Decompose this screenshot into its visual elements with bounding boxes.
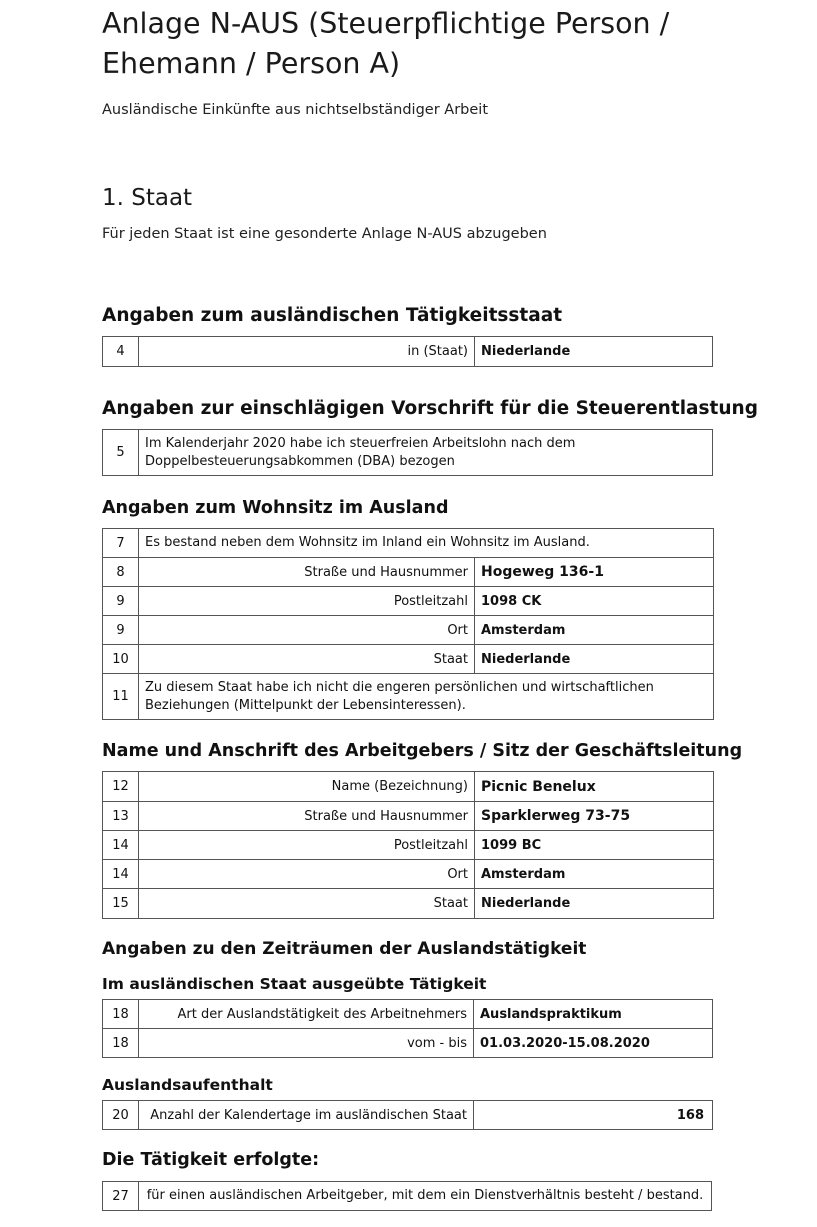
line-number: 8	[103, 558, 139, 587]
field-label: Postleitzahl	[139, 831, 475, 860]
field-value-plz[interactable]: 1098 CK	[475, 587, 714, 616]
table-row	[103, 558, 714, 587]
line-number: 18	[103, 1000, 139, 1029]
table-aufenthalt	[102, 1100, 713, 1130]
table-row	[103, 587, 714, 616]
section-title: 1. Staat	[102, 185, 193, 211]
table-row	[103, 1101, 713, 1130]
table-vorschrift	[102, 429, 713, 476]
line-number: 13	[103, 802, 139, 831]
table-row	[103, 529, 714, 558]
heading-wohnsitz: Angaben zum Wohnsitz im Ausland	[102, 498, 449, 518]
heading-zeitraeume: Angaben zu den Zeiträumen der Auslandstätigkeit	[102, 939, 587, 959]
table-row	[103, 831, 714, 860]
field-value-zeitraum[interactable]: 01.03.2020-15.08.2020	[474, 1029, 713, 1058]
table-taetigkeit	[102, 1181, 712, 1211]
statement-text: Zu diesem Staat habe ich nicht die engeren persönlichen und wirtschaftlichen Beziehungen (Mittelpunkt der Lebensinteressen).	[139, 674, 714, 720]
field-value-plz[interactable]: 1099 BC	[475, 831, 714, 860]
table-row	[103, 337, 713, 367]
table-row	[103, 802, 714, 831]
table-zeitraeume	[102, 999, 713, 1058]
field-value-staat[interactable]: Niederlande	[475, 645, 714, 674]
table-row	[103, 772, 714, 802]
subheading-auslandsaufenthalt: Auslandsaufenthalt	[102, 1076, 273, 1094]
table-row	[103, 860, 714, 889]
table-row	[103, 616, 714, 645]
field-label: Ort	[139, 860, 475, 889]
table-wohnsitz	[102, 528, 714, 720]
line-number: 10	[103, 645, 139, 674]
field-value-art[interactable]: Auslandspraktikum	[474, 1000, 713, 1029]
line-number: 20	[103, 1101, 139, 1130]
subheading-taetigkeit-ausland: Im ausländischen Staat ausgeübte Tätigkeit	[102, 975, 487, 993]
heading-arbeitgeber: Name und Anschrift des Arbeitgebers / Sitz der Geschäftsleitung	[102, 741, 743, 761]
line-number: 14	[103, 860, 139, 889]
line-number: 18	[103, 1029, 139, 1058]
heading-taetigkeitsstaat: Angaben zum ausländischen Tätigkeitsstaat	[102, 305, 563, 326]
field-label: Art der Auslandstätigkeit des Arbeitnehmers	[139, 1000, 474, 1029]
line-number: 12	[103, 772, 139, 802]
page-title: Anlage N-AUS (Steuerpflichtige Person / Ehemann / Person A)	[102, 7, 670, 80]
line-number: 11	[103, 674, 139, 720]
field-value-kalendertage[interactable]: 168	[474, 1101, 713, 1130]
table-row	[103, 1182, 712, 1211]
statement-text: Im Kalenderjahr 2020 habe ich steuerfreien Arbeitslohn nach dem Doppelbesteuerungsabkommen (DBA) bezogen	[139, 430, 713, 476]
field-value-ort[interactable]: Amsterdam	[475, 616, 714, 645]
line-number: 27	[103, 1182, 139, 1211]
field-label: Straße und Hausnummer	[139, 558, 475, 587]
field-label: Postleitzahl	[139, 587, 475, 616]
field-value-ort[interactable]: Amsterdam	[475, 860, 714, 889]
table-taetigkeitsstaat	[102, 336, 713, 367]
table-row	[103, 889, 714, 919]
line-number: 9	[103, 587, 139, 616]
field-value-staat[interactable]: Niederlande	[475, 889, 714, 919]
table-arbeitgeber	[102, 771, 714, 919]
field-label: Staat	[139, 889, 475, 919]
field-value-staat[interactable]: Niederlande	[475, 337, 713, 367]
field-value-strasse[interactable]: Sparklerweg 73-75	[475, 802, 714, 831]
statement-text: für einen ausländischen Arbeitgeber, mit dem ein Dienstverhältnis besteht / bestand.	[139, 1182, 712, 1211]
table-row	[103, 430, 713, 476]
table-row	[103, 1029, 713, 1058]
field-label: vom - bis	[139, 1029, 474, 1058]
table-row	[103, 674, 714, 720]
field-label: in (Staat)	[139, 337, 475, 367]
subheading-taetigkeit-erfolgte: Die Tätigkeit erfolgte:	[102, 1150, 320, 1170]
table-row	[103, 1000, 713, 1029]
field-label: Staat	[139, 645, 475, 674]
field-label: Anzahl der Kalendertage im ausländischen Staat	[139, 1101, 474, 1130]
field-value-name[interactable]: Picnic Benelux	[475, 772, 714, 802]
line-number: 5	[103, 430, 139, 476]
page-subtitle: Ausländische Einkünfte aus nichtselbständiger Arbeit	[102, 102, 488, 118]
statement-text: Es bestand neben dem Wohnsitz im Inland ein Wohnsitz im Ausland.	[139, 529, 714, 558]
heading-vorschrift: Angaben zur einschlägigen Vorschrift für die Steuerentlastung	[102, 398, 758, 419]
table-row	[103, 645, 714, 674]
line-number: 15	[103, 889, 139, 919]
field-label: Name (Bezeichnung)	[139, 772, 475, 802]
field-label: Straße und Hausnummer	[139, 802, 475, 831]
line-number: 7	[103, 529, 139, 558]
field-value-strasse[interactable]: Hogeweg 136-1	[475, 558, 714, 587]
line-number: 4	[103, 337, 139, 367]
line-number: 9	[103, 616, 139, 645]
line-number: 14	[103, 831, 139, 860]
section-note: Für jeden Staat ist eine gesonderte Anlage N-AUS abzugeben	[102, 226, 547, 242]
field-label: Ort	[139, 616, 475, 645]
